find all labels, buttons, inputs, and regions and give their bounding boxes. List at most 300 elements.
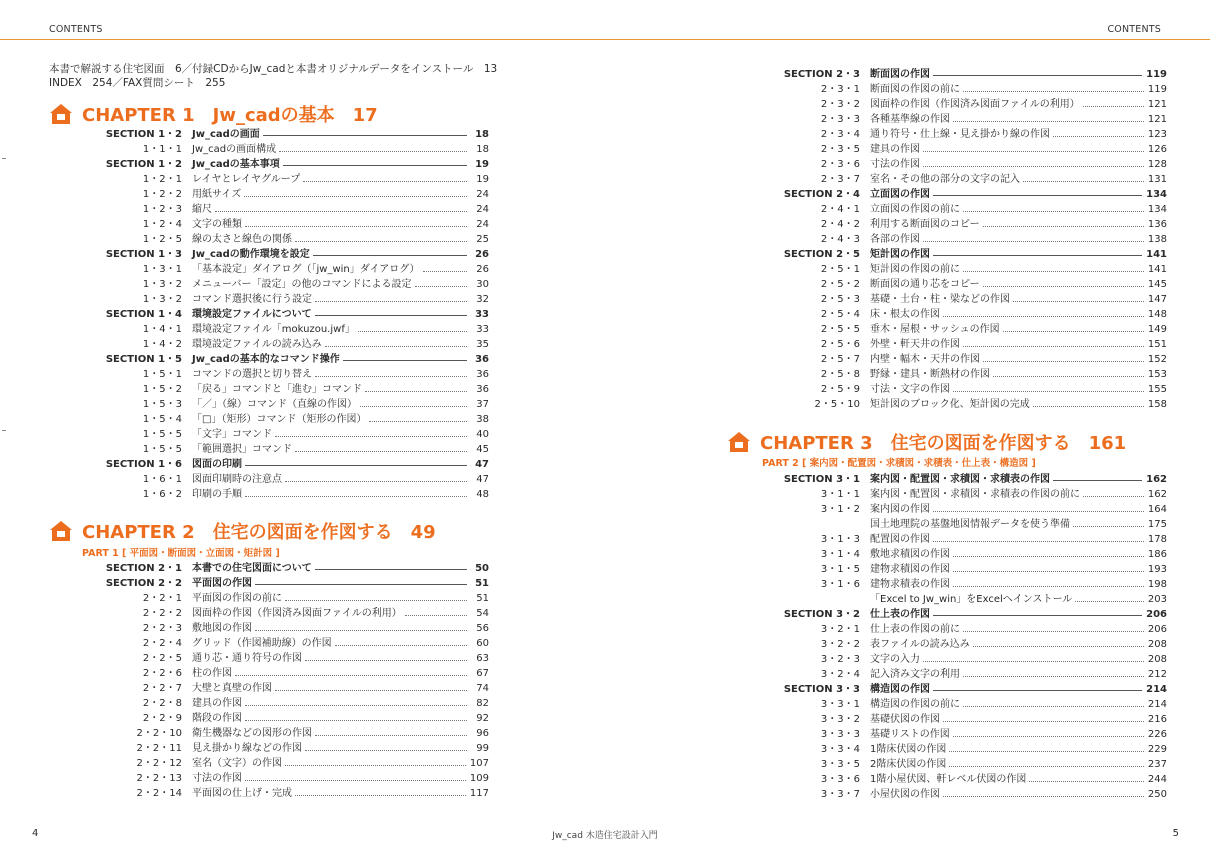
toc-title-line: [870, 367, 1167, 382]
toc-title-line: [192, 322, 489, 337]
toc-entry-row[interactable]: [727, 397, 1167, 412]
toc-title: 本書での住宅図面について: [192, 563, 312, 574]
leader-dots: [360, 397, 467, 407]
toc-title-line: [192, 427, 489, 442]
toc-section-row[interactable]: [49, 457, 489, 472]
toc-number: 1・6・1: [142, 474, 182, 485]
toc-page-number: 35: [476, 339, 489, 350]
toc-entry-row[interactable]: [727, 727, 1167, 742]
toc-title-line: [192, 741, 489, 756]
toc-entry-row[interactable]: [727, 127, 1167, 142]
toc-title: 断面図の通り芯をコピー: [870, 279, 980, 290]
toc-entry-row[interactable]: [727, 712, 1167, 727]
toc-page-number: 193: [1147, 564, 1167, 575]
toc-page-number: 141: [1146, 249, 1167, 260]
toc-section-row[interactable]: [727, 187, 1167, 202]
running-header-left: CONTENTS: [49, 24, 103, 35]
toc-entry-row[interactable]: [727, 157, 1167, 172]
toc-entry-row[interactable]: [727, 487, 1167, 502]
toc-title-line: [870, 727, 1167, 742]
toc-title-line: [870, 532, 1167, 547]
toc-entry-row[interactable]: [49, 412, 489, 427]
toc-title-line: [870, 592, 1167, 607]
toc-title-line: [192, 756, 489, 771]
leader-dots: [244, 187, 467, 197]
toc-entry-row[interactable]: [727, 172, 1167, 187]
toc-title-line: [870, 397, 1167, 412]
toc-page-number: 82: [476, 698, 489, 709]
toc-page-number: 162: [1146, 474, 1167, 485]
leader-dots: [983, 352, 1144, 362]
leader-dots: [275, 427, 467, 437]
toc-entry-row[interactable]: [49, 606, 489, 621]
toc-title: 「基本設定」ダイアログ（「jw_win」ダイアログ）: [192, 264, 420, 275]
part-label: PART 1 [ 平面図・断面図・立面図・矩計図 ]: [82, 548, 280, 559]
toc-entry-row[interactable]: [727, 307, 1167, 322]
toc-number: 1・4・1: [142, 324, 182, 335]
toc-number: 3・1・6: [820, 579, 860, 590]
toc-title: 平面図の仕上げ・完成: [192, 788, 292, 799]
toc-page-number: 33: [476, 324, 489, 335]
toc-entry-row[interactable]: [727, 637, 1167, 652]
toc-entry-row[interactable]: [49, 786, 489, 801]
toc-entry-row[interactable]: [49, 322, 489, 337]
toc-entry-row[interactable]: [49, 487, 489, 502]
leader-dots: [953, 562, 1144, 572]
toc-title-line: [870, 97, 1167, 112]
toc-entry-row[interactable]: [49, 262, 489, 277]
toc-number: 2・2・6: [142, 668, 182, 679]
toc-section-row[interactable]: [727, 67, 1167, 82]
toc-entry-row[interactable]: [727, 667, 1167, 682]
toc-number: 2・5・2: [820, 279, 860, 290]
margin-mark: [2, 158, 6, 159]
toc-number: 1・1・1: [142, 144, 182, 155]
toc-page-number: 30: [476, 279, 489, 290]
toc-title-line: [192, 187, 489, 202]
toc-title: 建物求積表の作図: [870, 579, 950, 590]
toc-number: 1・2・3: [142, 204, 182, 215]
toc-entry-row[interactable]: [727, 532, 1167, 547]
toc-number: 3・2・2: [820, 639, 860, 650]
leader-dots: [1033, 397, 1144, 407]
toc-page-number: 151: [1147, 339, 1167, 350]
leader-dots: [953, 382, 1144, 392]
toc-entry-row[interactable]: [727, 277, 1167, 292]
toc-page-number: 206: [1146, 609, 1167, 620]
toc-title: コマンドの選択と切り替え: [192, 369, 312, 380]
toc-title-line: [870, 352, 1167, 367]
toc-entry-row[interactable]: [49, 397, 489, 412]
toc-title-line: [192, 292, 489, 307]
toc-title-line: [870, 562, 1167, 577]
toc-title-line: [192, 277, 489, 292]
toc-number: 2・2・7: [142, 683, 182, 694]
toc-entry-row[interactable]: [49, 442, 489, 457]
toc-page-number: 244: [1147, 774, 1167, 785]
toc-title-line: [870, 172, 1167, 187]
leader-dots: [963, 622, 1144, 632]
toc-number: 2・2・8: [142, 698, 182, 709]
toc-entry-row[interactable]: [49, 681, 489, 696]
toc-number: SECTION 3・3: [783, 684, 860, 695]
toc-entry-row[interactable]: [727, 202, 1167, 217]
toc-page-number: 19: [476, 174, 489, 185]
toc-section-row[interactable]: [49, 127, 489, 142]
toc-entry-row[interactable]: [49, 187, 489, 202]
toc-page-number: 226: [1147, 729, 1167, 740]
toc-number: SECTION 1・4: [105, 309, 182, 320]
toc-title-line: [870, 787, 1167, 802]
toc-page-number: 67: [476, 668, 489, 679]
toc-entry-row[interactable]: [727, 547, 1167, 562]
toc-entry-row[interactable]: [727, 142, 1167, 157]
toc-entry-row[interactable]: [49, 696, 489, 711]
toc-page-number: 119: [1146, 69, 1167, 80]
toc-entry-row[interactable]: [727, 742, 1167, 757]
toc-entry-row[interactable]: [49, 726, 489, 741]
leader-dots: [315, 367, 467, 377]
toc-title-line: [870, 472, 1167, 487]
leader-dots: [275, 681, 467, 691]
toc-section-row[interactable]: [49, 576, 489, 591]
toc-entry-row[interactable]: [727, 352, 1167, 367]
toc-page-number: 36: [476, 384, 489, 395]
leader-dots: [245, 771, 466, 781]
toc-number: 1・5・3: [142, 399, 182, 410]
toc-page-number: 38: [476, 414, 489, 425]
toc-number: 1・5・4: [142, 414, 182, 425]
toc-title-line: [192, 412, 489, 427]
toc-title: 「文字」コマンド: [192, 429, 272, 440]
toc-entry-row[interactable]: [49, 636, 489, 651]
toc-page-number: 47: [476, 474, 489, 485]
toc-number: 2・5・3: [820, 294, 860, 305]
leader-dots: [1003, 322, 1144, 332]
toc-section-row[interactable]: [49, 247, 489, 262]
toc-page-number: 250: [1147, 789, 1167, 800]
toc-page-number: 237: [1147, 759, 1167, 770]
toc-entry-row[interactable]: [49, 337, 489, 352]
toc-title-line: [870, 82, 1167, 97]
toc-number: 2・2・9: [142, 713, 182, 724]
toc-title-line: [870, 322, 1167, 337]
toc-title: 各種基準線の作図: [870, 114, 950, 125]
toc-page-number: 186: [1147, 549, 1167, 560]
toc-title: 外壁・軒天井の作図: [870, 339, 960, 350]
toc-title-line: [870, 307, 1167, 322]
toc-number: 2・3・1: [820, 84, 860, 95]
leader-dots: [963, 337, 1144, 347]
toc-number: SECTION 2・3: [783, 69, 860, 80]
leader-dots: [285, 472, 467, 482]
toc-entry-row[interactable]: [727, 112, 1167, 127]
toc-entry-row[interactable]: [727, 502, 1167, 517]
toc-title-line: [192, 307, 489, 322]
toc-number: 3・1・2: [820, 504, 860, 515]
toc-title-line: [192, 262, 489, 277]
toc-title: 文字の入力: [870, 654, 920, 665]
leader-dots: [358, 322, 467, 332]
leader-dots: [963, 697, 1144, 707]
leader-dots: [313, 247, 467, 256]
toc-page-number: 229: [1147, 744, 1167, 755]
toc-title: 基礎・土台・柱・梁などの作図: [870, 294, 1010, 305]
toc-entry-row[interactable]: [727, 787, 1167, 802]
toc-title-line: [870, 682, 1167, 697]
toc-entry-row[interactable]: [727, 622, 1167, 637]
toc-section-row[interactable]: [727, 682, 1167, 697]
toc-number: 2・2・13: [136, 773, 182, 784]
book-title-footer: Jw_cad 木造住宅設計入門: [552, 831, 658, 841]
toc-title-line: [192, 726, 489, 741]
toc-title: 敷地求積図の作図: [870, 549, 950, 560]
leader-dots: [949, 757, 1144, 767]
leader-dots: [263, 127, 467, 136]
toc-entry-row[interactable]: [49, 172, 489, 187]
toc-entry-row[interactable]: [49, 217, 489, 232]
leader-dots: [963, 82, 1144, 92]
leader-dots: [1075, 592, 1144, 602]
toc-page-number: 158: [1147, 399, 1167, 410]
toc-entry-row[interactable]: [727, 337, 1167, 352]
toc-title-line: [192, 247, 489, 262]
toc-entry-row[interactable]: [49, 651, 489, 666]
toc-title: 文字の種類: [192, 219, 242, 230]
leader-dots: [943, 787, 1144, 797]
toc-entry-row[interactable]: [49, 771, 489, 786]
toc-number: SECTION 1・2: [105, 159, 182, 170]
toc-number: 2・2・12: [136, 758, 182, 769]
toc-section-row[interactable]: [49, 561, 489, 576]
toc-entry-row[interactable]: [49, 277, 489, 292]
toc-title: 図面印刷時の注意点: [192, 474, 282, 485]
toc-number: SECTION 1・2: [105, 129, 182, 140]
running-header-right: CONTENTS: [1107, 24, 1161, 35]
toc-number: SECTION 2・4: [783, 189, 860, 200]
toc-page-number: 18: [475, 129, 489, 140]
toc-title: 矩計図の作図の前に: [870, 264, 960, 275]
toc-section-row[interactable]: [727, 472, 1167, 487]
toc-number: 2・2・14: [136, 788, 182, 799]
leader-dots: [315, 307, 467, 316]
leader-dots: [285, 591, 467, 601]
toc-page-number: 214: [1146, 684, 1167, 695]
toc-entry-row[interactable]: [727, 562, 1167, 577]
toc-title: グリッド（作図補助線）の作図: [192, 638, 332, 649]
intro-line: 本書で解説する住宅図面 6／付録CDからJw_cadと本書オリジナルデータをインストール 13: [49, 63, 498, 75]
toc-title-line: [870, 337, 1167, 352]
toc-title: 建具の作図: [870, 144, 920, 155]
toc-number: SECTION 2・1: [105, 563, 182, 574]
toc-title-line: [870, 142, 1167, 157]
toc-entry-row[interactable]: [727, 382, 1167, 397]
toc-title-line: [870, 127, 1167, 142]
leader-dots: [933, 532, 1144, 542]
toc-number: 1・3・2: [142, 294, 182, 305]
toc-number: 3・3・5: [820, 759, 860, 770]
toc-number: SECTION 3・2: [783, 609, 860, 620]
leader-dots: [923, 157, 1144, 167]
toc-title-line: [870, 487, 1167, 502]
toc-title: 利用する断面図のコピー: [870, 219, 980, 230]
toc-list-chapter-1: [49, 127, 489, 502]
toc-title-line: [192, 636, 489, 651]
toc-title-line: [870, 292, 1167, 307]
leader-dots: [295, 442, 467, 452]
toc-list-chapter-2-cont: [727, 67, 1167, 412]
toc-entry-row[interactable]: [727, 367, 1167, 382]
toc-title-line: [870, 577, 1167, 592]
leader-dots: [245, 487, 467, 497]
margin-mark: [2, 430, 6, 431]
toc-entry-row[interactable]: [49, 142, 489, 157]
toc-title-line: [870, 667, 1167, 682]
toc-entry-row[interactable]: [727, 322, 1167, 337]
toc-title-line: [870, 232, 1167, 247]
toc-title: 図面の印刷: [192, 459, 242, 470]
leader-dots: [953, 112, 1144, 122]
toc-entry-row[interactable]: [49, 202, 489, 217]
toc-title-line: [192, 367, 489, 382]
toc-entry-row[interactable]: [49, 367, 489, 382]
leader-dots: [983, 277, 1144, 287]
toc-entry-row[interactable]: [49, 591, 489, 606]
toc-entry-row[interactable]: [49, 427, 489, 442]
toc-page-number: 19: [475, 159, 489, 170]
toc-entry-row[interactable]: [49, 292, 489, 307]
toc-section-row[interactable]: [727, 247, 1167, 262]
toc-title: 基礎伏図の作図: [870, 714, 940, 725]
toc-entry-row[interactable]: [727, 697, 1167, 712]
toc-page-number: 208: [1147, 639, 1167, 650]
leader-dots: [255, 621, 467, 631]
toc-entry-row[interactable]: [727, 592, 1167, 607]
leader-dots: [305, 741, 467, 751]
toc-section-row[interactable]: [49, 307, 489, 322]
toc-entry-row[interactable]: [727, 652, 1167, 667]
leader-dots: [415, 277, 468, 287]
toc-number: SECTION 1・5: [105, 354, 182, 365]
toc-title-line: [870, 67, 1167, 82]
toc-page-number: 24: [476, 204, 489, 215]
toc-entry-row[interactable]: [727, 292, 1167, 307]
toc-entry-row[interactable]: [49, 666, 489, 681]
toc-page-number: 26: [475, 249, 489, 260]
toc-number: 3・2・3: [820, 654, 860, 665]
toc-number: 2・3・3: [820, 114, 860, 125]
toc-number: 3・1・4: [820, 549, 860, 560]
toc-section-row[interactable]: [49, 157, 489, 172]
toc-number: 2・4・3: [820, 234, 860, 245]
leader-dots: [315, 292, 467, 302]
toc-entry-row[interactable]: [49, 741, 489, 756]
toc-page-number: 117: [469, 788, 489, 799]
toc-section-row[interactable]: [49, 352, 489, 367]
toc-page-number: 134: [1147, 204, 1167, 215]
leader-dots: [933, 67, 1142, 76]
toc-page-number: 40: [476, 429, 489, 440]
toc-entry-row[interactable]: [49, 472, 489, 487]
toc-page-number: 216: [1147, 714, 1167, 725]
toc-entry-row[interactable]: [727, 262, 1167, 277]
toc-title-line: [192, 696, 489, 711]
toc-page-number: 50: [475, 563, 489, 574]
toc-number: SECTION 3・1: [783, 474, 860, 485]
toc-entry-row[interactable]: [727, 232, 1167, 247]
toc-page-number: 148: [1147, 309, 1167, 320]
toc-entry-row[interactable]: [49, 382, 489, 397]
toc-title: 床・根太の作図: [870, 309, 940, 320]
toc-title: 案内図の作図: [870, 504, 930, 515]
toc-entry-row[interactable]: [727, 757, 1167, 772]
leader-dots: [315, 726, 467, 736]
leader-dots: [1029, 772, 1144, 782]
toc-entry-row[interactable]: [49, 756, 489, 771]
toc-title: 環境設定ファイルについて: [192, 309, 312, 320]
toc-title: 階段の作図: [192, 713, 242, 724]
toc-title-line: [870, 697, 1167, 712]
toc-title: 衛生機器などの図形の作図: [192, 728, 312, 739]
toc-number: 2・2・1: [142, 593, 182, 604]
toc-entry-row[interactable]: [727, 517, 1167, 532]
toc-number: 2・2・2: [142, 608, 182, 619]
toc-number: 3・2・1: [820, 624, 860, 635]
toc-title: コマンド選択後に行う設定: [192, 294, 312, 305]
chapter-1-heading: [49, 101, 378, 127]
leader-dots: [1073, 517, 1144, 527]
leader-dots: [405, 606, 467, 616]
toc-title-line: [870, 547, 1167, 562]
toc-number: 3・3・7: [820, 789, 860, 800]
toc-title: Jw_cadの基本的なコマンド操作: [192, 354, 340, 365]
leader-dots: [335, 636, 467, 646]
toc-page-number: 107: [469, 758, 489, 769]
toc-title-line: [870, 622, 1167, 637]
toc-entry-row[interactable]: [727, 577, 1167, 592]
toc-entry-row[interactable]: [49, 711, 489, 726]
toc-entry-row[interactable]: [49, 232, 489, 247]
toc-list-chapter-2: [49, 561, 489, 801]
toc-entry-row[interactable]: [727, 217, 1167, 232]
toc-title-line: [870, 517, 1167, 532]
leader-dots: [963, 202, 1144, 212]
toc-page-number: 153: [1147, 369, 1167, 380]
toc-number: 1・5・5: [142, 429, 182, 440]
toc-page-number: 60: [476, 638, 489, 649]
toc-entry-row[interactable]: [727, 97, 1167, 112]
toc-list-chapter-3: [727, 472, 1167, 802]
toc-title: 見え掛かり線などの作図: [192, 743, 302, 754]
toc-entry-row[interactable]: [49, 621, 489, 636]
toc-title-line: [870, 277, 1167, 292]
toc-entry-row[interactable]: [727, 82, 1167, 97]
toc-section-row[interactable]: [727, 607, 1167, 622]
toc-number: 1・6・2: [142, 489, 182, 500]
toc-title: 案内図・配置図・求積図・求積表の作図: [870, 474, 1050, 485]
toc-page-number: 25: [476, 234, 489, 245]
toc-page-number: 18: [476, 144, 489, 155]
leader-dots: [285, 756, 466, 766]
toc-number: 2・4・2: [820, 219, 860, 230]
toc-title: 矩計図のブロック化、矩計図の完成: [870, 399, 1030, 410]
toc-page-number: 138: [1147, 234, 1167, 245]
toc-title-line: [192, 337, 489, 352]
toc-entry-row[interactable]: [727, 772, 1167, 787]
toc-title: 通り符号・仕上線・見え掛かり線の作図: [870, 129, 1050, 140]
toc-title-line: [870, 187, 1167, 202]
leader-dots: [235, 666, 467, 676]
